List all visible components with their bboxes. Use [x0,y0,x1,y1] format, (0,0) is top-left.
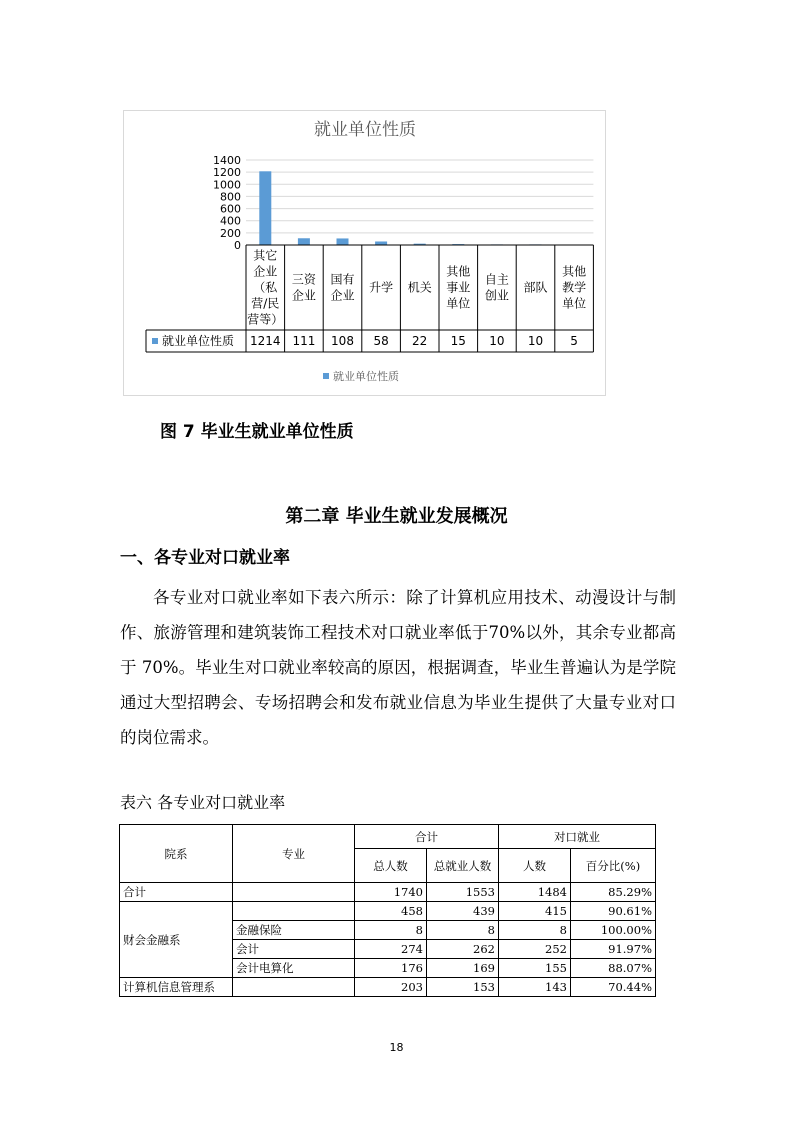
cell-percent: 85.29% [571,883,656,902]
category-label: 其它 [253,248,278,263]
cell-employed: 1553 [427,883,499,902]
header-match-group: 对口就业 [499,825,656,849]
category-label: 营/民 [251,296,280,311]
header-dept: 院系 [120,825,233,883]
bar [259,171,271,245]
category-label: 教学 [562,280,587,295]
category-label: 部队 [523,280,548,295]
table-caption: 表六 各专业对口就业率 [120,793,286,812]
cell-employed: 169 [427,959,499,978]
y-tick-label: 1000 [213,178,241,192]
series-name-label: 就业单位性质 [162,334,235,348]
cell-total: 1740 [355,883,427,902]
bar-chart [124,111,607,397]
cell-matched: 415 [499,902,571,921]
cell-dept: 计算机信息管理系 [120,978,233,997]
cell-total: 176 [355,959,427,978]
category-label: 单位 [562,296,587,311]
category-label: 创业 [484,288,509,303]
cell-major [233,902,355,921]
cell-employed: 439 [427,902,499,921]
cell-matched: 155 [499,959,571,978]
employment-rate-table [119,824,656,997]
table-row [120,902,656,921]
y-tick-label: 1400 [213,154,241,167]
category-label: 国有 [330,272,355,287]
y-tick-label: 200 [220,226,241,240]
value-label: 1214 [250,334,281,348]
cell-major [233,883,355,902]
category-label: 三资 [291,272,316,287]
cell-employed: 153 [427,978,499,997]
category-label: 事业 [446,280,471,295]
category-label: 自主 [484,272,509,287]
cell-dept: 合计 [120,883,233,902]
legend-marker [323,373,329,379]
body-paragraph: 各专业对口就业率如下表六所示：除了计算机应用技术、动漫设计与制作、旅游管理和建筑装饰工程技术对口就业率低于70%以外，其余专业都高于 70%。毕业生对口就业率较高的原因，根据调查，毕业生普遍认为是学院通过大型招聘会、专场招聘会和发布就业信息为毕业生提供了大量专业对口的岗位需求。 [120,588,676,747]
header-match-people: 人数 [499,849,571,883]
cell-percent: 90.61% [571,902,656,921]
category-label: 其他 [562,264,587,279]
cell-major: 会计 [233,940,355,959]
category-label: （私 [253,280,278,295]
category-label: 升学 [369,280,394,295]
cell-percent: 100.00% [571,921,656,940]
cell-major: 金融保险 [233,921,355,940]
chart-title: 就业单位性质 [314,120,416,140]
category-label: 营等） [247,312,284,327]
cell-matched: 8 [499,921,571,940]
cell-total: 203 [355,978,427,997]
figure-caption: 图 7 毕业生就业单位性质 [160,422,354,442]
chapter-title: 第二章 毕业生就业发展概况 [285,506,508,527]
legend-label: 就业单位性质 [333,370,399,383]
value-label: 108 [331,334,354,348]
category-label: 企业 [253,264,278,279]
y-tick-label: 1200 [213,166,241,180]
header-total-group: 合计 [355,825,499,849]
value-label: 15 [450,334,466,348]
cell-matched: 143 [499,978,571,997]
cell-matched: 252 [499,940,571,959]
header-total-employed: 总就业人数 [427,849,499,883]
chart-container [123,110,606,396]
legend-key [152,338,158,344]
cell-employed: 8 [427,921,499,940]
value-label: 58 [373,334,389,348]
category-label: 单位 [446,296,471,311]
page-number: 18 [389,1041,404,1054]
cell-major [233,978,355,997]
table-row [120,978,656,997]
bar [298,238,310,245]
bar [337,238,349,245]
category-label: 企业 [330,288,355,303]
cell-percent: 88.07% [571,959,656,978]
y-tick-label: 800 [220,190,241,204]
category-label: 企业 [291,288,316,303]
value-label: 5 [570,334,578,348]
value-label: 10 [489,334,505,348]
cell-percent: 70.44% [571,978,656,997]
cell-percent: 91.97% [571,940,656,959]
value-label: 111 [292,334,316,348]
value-label: 22 [412,334,428,348]
cell-dept: 财会金融系 [120,902,233,978]
cell-major: 会计电算化 [233,959,355,978]
category-label: 机关 [407,280,432,295]
header-total-people: 总人数 [355,849,427,883]
cell-employed: 262 [427,940,499,959]
y-tick-label: 600 [220,202,241,216]
cell-total: 274 [355,940,427,959]
y-tick-label: 400 [220,214,241,228]
cell-total: 8 [355,921,427,940]
y-tick-label: 0 [234,239,241,252]
bar [375,241,387,245]
table-row [120,883,656,902]
header-major: 专业 [233,825,355,883]
cell-matched: 1484 [499,883,571,902]
value-label: 10 [527,334,544,348]
section-title: 一、各专业对口就业率 [120,548,290,568]
category-label: 其他 [446,264,471,279]
cell-total: 458 [355,902,427,921]
header-match-percent: 百分比(%) [571,849,656,883]
